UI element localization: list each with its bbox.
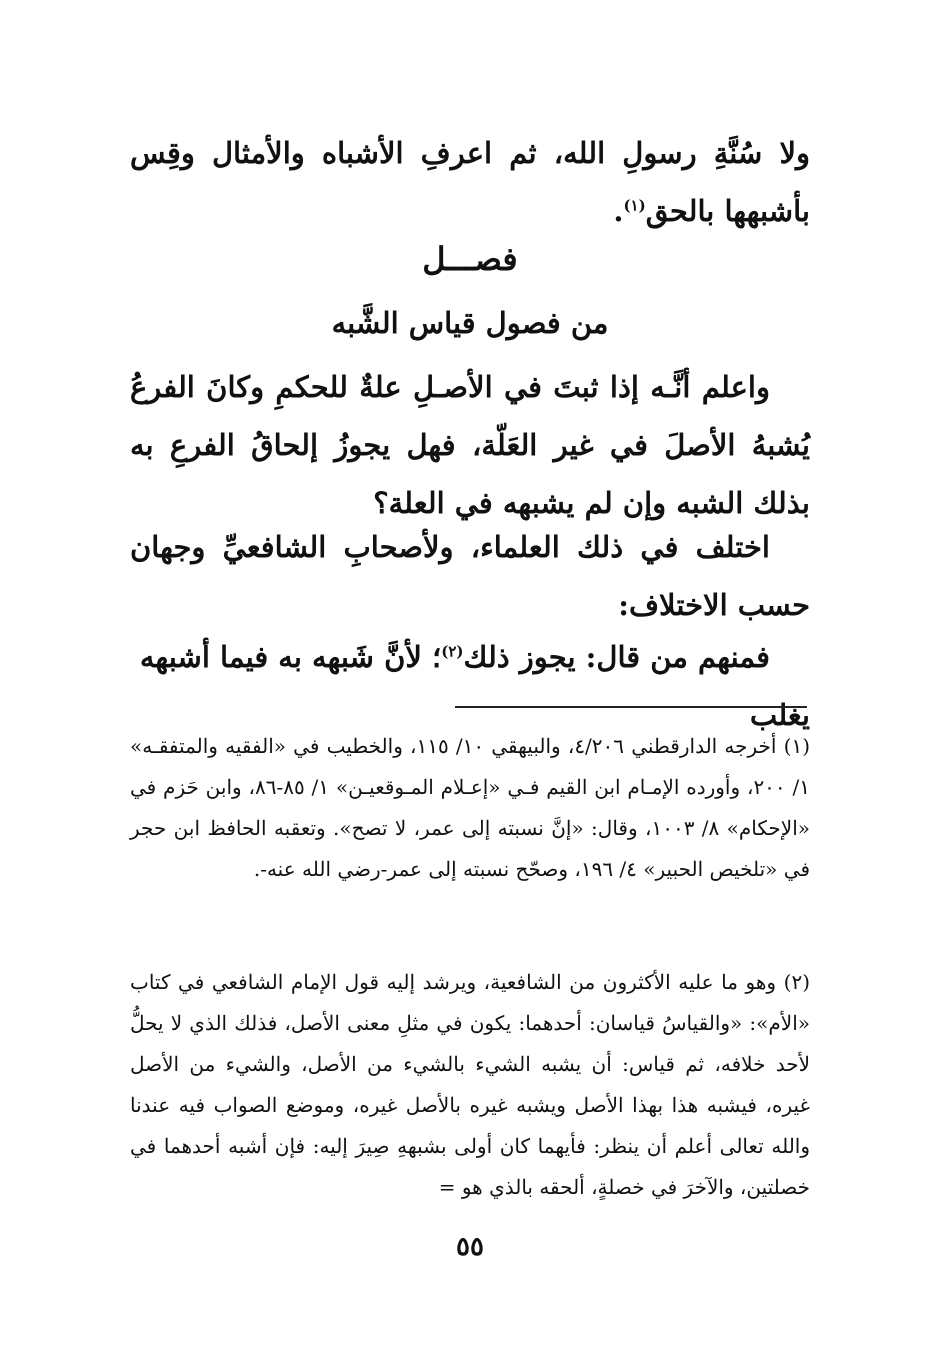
- page-number: ٥٥: [456, 1232, 484, 1262]
- intro-end: .: [613, 194, 624, 228]
- footnote-2: [130, 962, 810, 1208]
- paragraph-2: اختلف في ذلك العلماء، ولأصحابِ الشافعيِّ وجهان حسب الاختلاف:: [130, 530, 810, 622]
- paragraph-1: واعلم أنَّـه إذا ثبتَ في الأصـلِ علةٌ للحكمِ وكانَ الفرعُ يُشبهُ الأصلَ في غير العَلّة، فهل يجوزُ إلحاقُ الفرعِ به بذلك الشبه وإن لم يشبهه في العلة؟: [130, 370, 810, 520]
- footnote-1-number: (١): [783, 734, 810, 758]
- paragraph-3-text-after: ؛ لأنَّ شَبهه به فيما أشبهه يغلب: [139, 640, 810, 732]
- paragraph-3-text-before: فمنهم من قال: يجوز ذلك: [463, 640, 770, 674]
- section-heading: فصـــل: [422, 240, 518, 278]
- intro-text: ولا سُنَّةِ رسولِ الله، ثم اعرفِ الأشباه والأمثال وقِس بأشبهها بالحق: [130, 136, 810, 228]
- section-subheading: من فصول قياس الشَّبه: [331, 306, 609, 340]
- footnote-separator: [455, 706, 807, 708]
- footnote-1-text: أخرجه الدارقطني ٤/٢٠٦، والبيهقي ١٠/ ١١٥، والخطيب في «الفقيه والمتفقـه» ١/ ٢٠٠، وأورده الإمـام ابن القيم فـي «إعـلام المـوقعيـن» ١/ ٨٥-٨٦، وابن حَزم في «الإحكام» ٨/ ١٠٠٣، وقال: «إنَّ نسبته إلى عمر، لا تصح». وتعقبه الحافظ ابن حجر في «تلخيص الحبير» ٤/ ١٩٦، وصحّح نسبته إلى عمر-رضي الله عنه-.: [130, 734, 810, 881]
- intro-paragraph: [130, 124, 810, 240]
- footnote-ref-1: (١): [623, 196, 646, 215]
- footnote-2-number: (٢): [783, 970, 810, 994]
- footnote-2-text: وهو ما عليه الأكثرون من الشافعية، ويرشد إليه قول الإمام الشافعي في كتاب «الأم»: «والقياسُ قياسان: أحدهما: يكون في مثلِ معنى الأصل، فذلك الذي لا يحلُّ لأحد خلافه، ثم قياس: أن يشبه الشيء بالشيء من الأصل، والشيء من الأصل غيره، فيشبه هذا بهذا الأصل ويشبه غيره بالأصل غيره، وموضع الصواب فيه عندنا والله تعالى أعلم أن ينظر: فأيهما كان أولى بشبههِ صِيرَ إليه: فإن أشبه أحدهما في خصلتين، والآخرَ في خصلةٍ، ألحقه بالذي هو =: [130, 970, 810, 1199]
- footnote-1: [130, 726, 810, 890]
- footnote-ref-2: (٢): [441, 642, 464, 661]
